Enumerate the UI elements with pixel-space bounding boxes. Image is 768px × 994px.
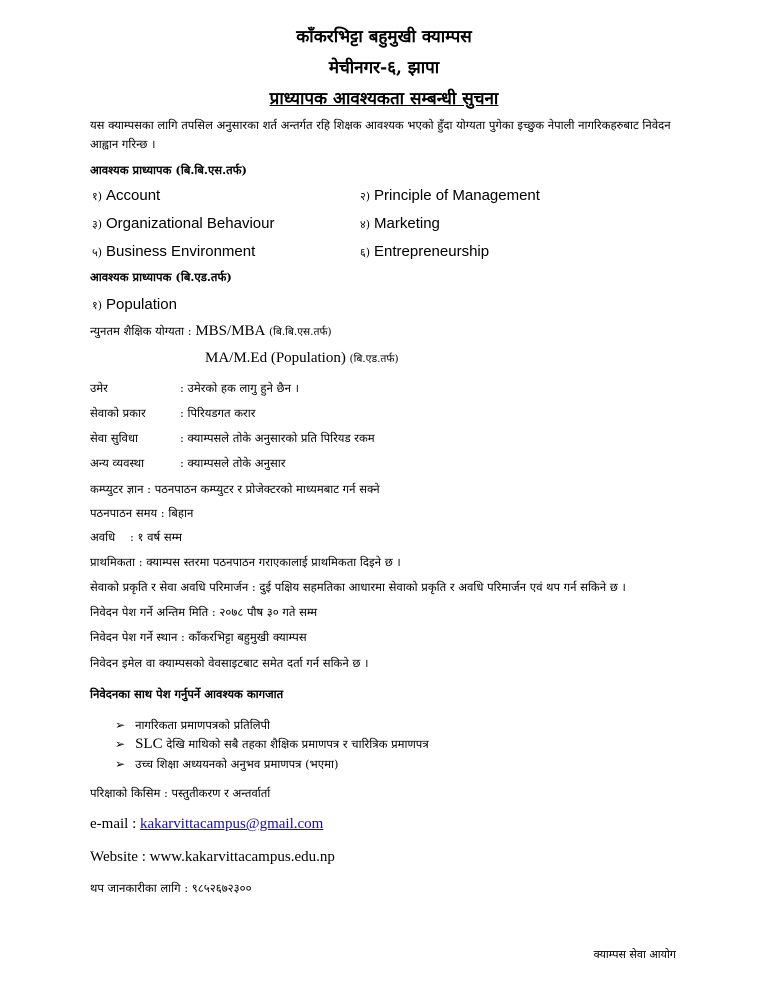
subject-name: Account <box>106 187 161 204</box>
bbs-subject <box>92 243 255 260</box>
subject-number: ६) <box>360 246 371 259</box>
subject-name: Population <box>106 296 177 313</box>
email-label: e-mail : <box>90 816 137 832</box>
bed-subject <box>92 296 177 313</box>
subject-name: Marketing <box>374 215 440 232</box>
document-item <box>115 717 270 734</box>
campus-address: मेचीनगर-६, झापा <box>328 58 440 78</box>
website-link[interactable]: www.kakarvittacampus.edu.np <box>149 849 335 865</box>
intro-paragraph: यस क्याम्पसका लागि तपसिल अनुसारका शर्त अन्तर्गत रहि शिक्षक आवश्यक भएको हुँदा योग्यता पुगेका इच्छुक नेपाली नागरिकहरुबाट निवेदन आह्वान गरिन्छ । <box>90 118 671 151</box>
duration-label: अवधि <box>90 530 116 544</box>
service-nature-line: सेवाको प्रकृति र सेवा अवधि परिमार्जन : दुई पक्षिय सहमतिका आधारमा सेवाको प्रकृति र अवधि परिमार्जन एवं थप गर्न सकिने छ । <box>90 580 626 594</box>
detail-row-age <box>90 381 299 396</box>
online-submission-line: निवेदन इमेल वा क्याम्पसको वेवसाइटबाट समेत दर्ता गर्न सकिने छ । <box>90 656 369 670</box>
qualification-note-2: (बि.एड.तर्फ) <box>349 353 399 365</box>
bbs-subject <box>360 215 440 232</box>
detail-label: अन्य व्यवस्था <box>90 456 145 470</box>
qualification-label: न्युनतम शैक्षिक योग्यता : <box>90 324 192 338</box>
bbs-heading: आवश्यक प्राध्यापक (बि.बि.एस.तर्फ) <box>90 163 247 177</box>
campus-name: काँकरभिट्टा बहुमुखी क्याम्पस <box>296 27 472 47</box>
arrow-bullet-icon: ➢ <box>115 757 126 771</box>
document-item <box>115 736 429 753</box>
detail-label: सेवा सुविधा <box>90 431 138 445</box>
document-prefix: SLC <box>135 736 163 752</box>
subject-name: Entrepreneurship <box>374 243 490 260</box>
qualification-line <box>90 323 332 340</box>
submission-place-line: निवेदन पेश गर्ने स्थान : काँकरभिट्टा बहुमुखी क्याम्पस <box>90 630 307 644</box>
detail-value: : पिरियडगत करार <box>180 406 256 420</box>
subject-name: Organizational Behaviour <box>106 215 275 232</box>
duration-value: : १ वर्ष सम्म <box>130 530 182 544</box>
exam-type-line: परिक्षाको किसिम : पस्तुतीकरण र अन्तर्वार्ता <box>90 786 271 800</box>
computer-knowledge: कम्प्युटर ज्ञान : पठनपाठन कम्प्युटर र प्रोजेक्टरको माध्यमबाट गर्न सक्ने <box>90 482 380 496</box>
qualification-degree-2: MA/M.Ed (Population) <box>205 350 346 366</box>
footer-signature: क्याम्पस सेवा आयोग <box>593 948 676 961</box>
qualification-note: (बि.बि.एस.तर्फ) <box>269 326 332 338</box>
subject-number: १) <box>92 190 103 203</box>
priority-line: प्राथमिकता : क्याम्पस स्तरमा पठनपाठन गराएकालाई प्राथमिकता दिइने छ । <box>90 555 401 569</box>
deadline-line: निवेदन पेश गर्ने अन्तिम मिति : २०७८ पौष ३० गते सम्म <box>90 605 318 619</box>
documents-heading: निवेदनका साथ पेश गर्नुपर्ने आवश्यक कागजात <box>90 687 284 701</box>
detail-row-facility <box>90 431 375 446</box>
bed-heading: आवश्यक प्राध्यापक (बि.एड.तर्फ) <box>90 270 232 284</box>
document-text: नागरिकता प्रमाणपत्रको प्रतिलिपी <box>135 718 271 732</box>
arrow-bullet-icon: ➢ <box>115 737 126 751</box>
phone-line: थप जानकारीका लागि : ९८५२६७२३०० <box>90 881 252 895</box>
email-line <box>90 816 323 833</box>
subject-name: Principle of Management <box>374 187 540 204</box>
email-link[interactable]: kakarvittacampus@gmail.com <box>139 816 324 832</box>
document-item <box>115 756 338 773</box>
detail-label: उमेर <box>90 381 108 395</box>
notice-title: प्राध्यापक आवश्यकता सम्बन्धी सुचना <box>269 89 499 109</box>
detail-row-other <box>90 456 285 471</box>
detail-value: : उमेरको हक लागु हुने छैन । <box>180 381 299 395</box>
bbs-subject <box>92 187 160 204</box>
website-label: Website : <box>90 849 146 865</box>
document-text: उच्च शिक्षा अध्ययनको अनुभव प्रमाणपत्र (भएमा) <box>135 757 339 771</box>
detail-label: सेवाको प्रकार <box>90 406 146 420</box>
detail-row-service-type <box>90 406 255 421</box>
arrow-bullet-icon: ➢ <box>115 718 126 732</box>
bbs-subject <box>360 243 489 260</box>
teaching-time: पठनपाठन समय : बिहान <box>90 506 194 520</box>
qualification-degree: MBS/MBA <box>195 323 266 339</box>
detail-value: : क्याम्पसले तोके अनुसार <box>180 456 286 470</box>
subject-number: ५) <box>92 246 103 259</box>
bbs-subject <box>360 187 540 204</box>
subject-number: ४) <box>360 218 371 231</box>
bbs-subject <box>92 215 274 232</box>
detail-value: : क्याम्पसले तोके अनुसारको प्रति पिरियड रकम <box>180 431 375 445</box>
subject-number: २) <box>360 190 371 203</box>
website-line <box>90 849 335 866</box>
document-text: देखि माथिको सबै तहका शैक्षिक प्रमाणपत्र र चारित्रिक प्रमाणपत्र <box>162 737 429 751</box>
subject-name: Business Environment <box>106 243 256 260</box>
qualification-line-2 <box>205 350 399 367</box>
subject-number: १) <box>92 299 103 312</box>
subject-number: ३) <box>92 218 103 231</box>
duration-line <box>90 530 182 545</box>
